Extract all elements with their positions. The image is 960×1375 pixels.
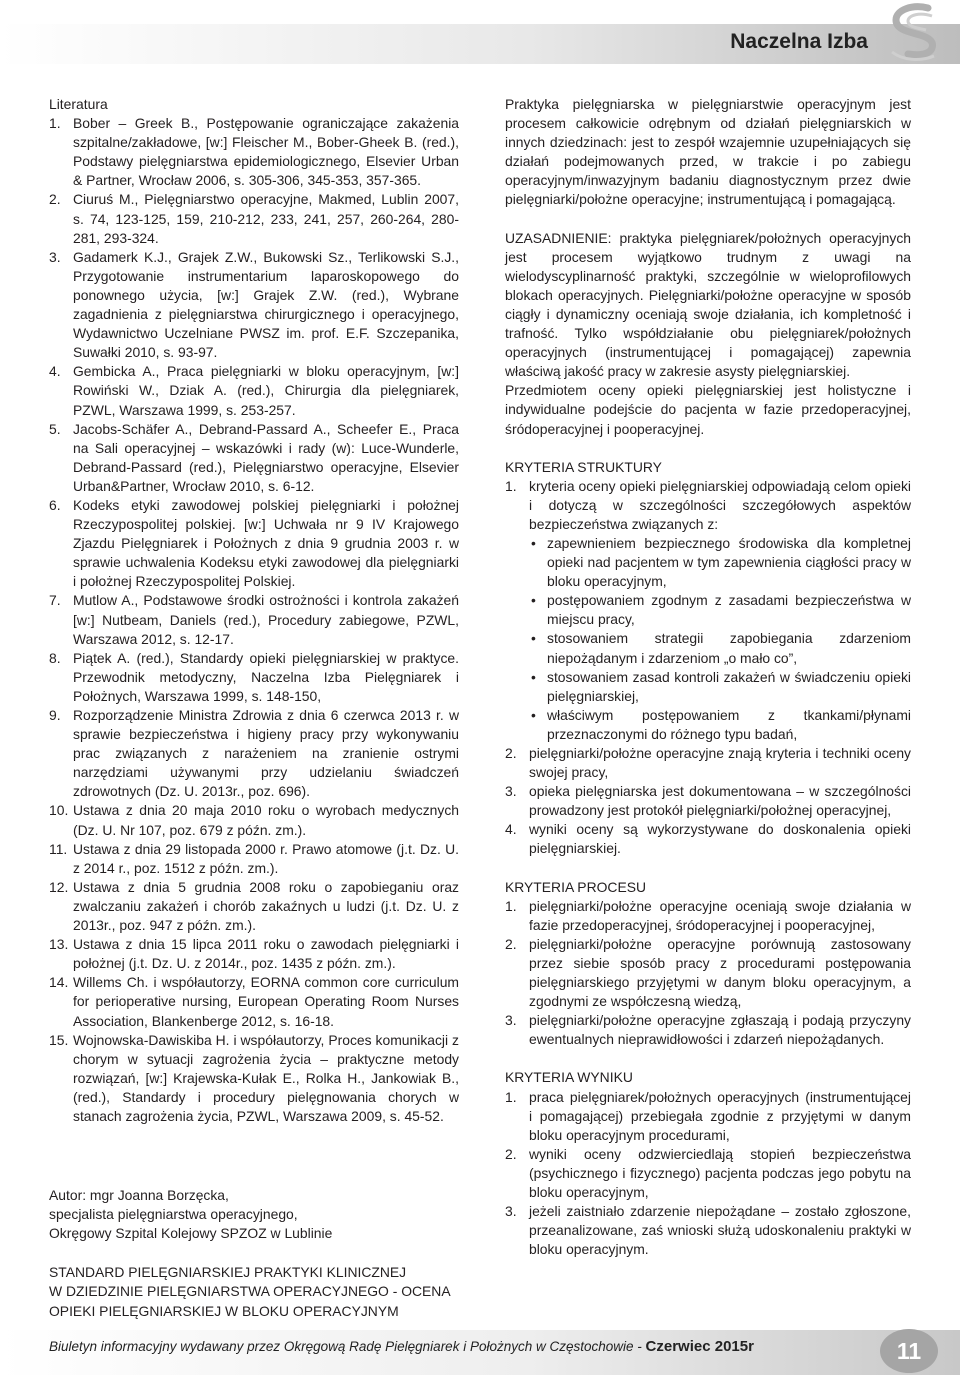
standard-title-line2: W DZIEDZINIE PIELĘGNIARSTWA OPERACYJNEGO - OCENA [49,1283,451,1300]
criteria-text: praca pielęgniarek/położnych operacyjnych (instrumentującej i pomagającej) przebiegała zgodnie z przyjętymi w danym bloku operacyjnym procedurami, [529,1088,911,1143]
reference-item [49,840,459,878]
standard-title-line3: OPIEKI PIELĘGNIARSKIEJ W BLOKU OPERACYJNYM [49,1302,399,1319]
criteria-item [505,820,911,858]
reference-item [49,801,459,839]
uzasadnienie-paragraph: UZASADNIENIE: praktyka pielęgniarek/położnych operacyjnych jest procesem wyjątkowo trudnym z uwagi na wielodyscyplinarność praktyki, szczególnie w wieloprofilowych blokach operacyjnych. Pielęgniarki/położne operacyjne w sposób ciągły i dynamiczny oceniają swoje działania, ich kompletność i trafność. Tylko współdziałanie obu pielęgniarek/położnych operacyjnych (instrumentującej i pomagającej) zapewnia właściwą jakość pracy w zakresie asysty pielęgniarskiej. [505,229,911,380]
reference-number: 13. [49,936,69,953]
reference-item [49,362,459,419]
criteria-item [505,782,911,820]
reference-text: Ustawa z dnia 15 lipca 2011 roku o zawodach pielęgniarki i położnej (j.t. Dz. U. z 2014r., poz. 1435 z późn. zm.). [73,936,459,972]
reference-item [49,248,459,363]
chamber-logo-icon [884,2,946,68]
reference-text: Gadamerk K.J., Grajek Z.W., Bukowski Sz., Terlikowski S.J., Przygotowanie instrumentarium laparoskopowego do ponownego użycia, [w:] Grajek Z.W. (red.), Wybrane zagadnienia z pielęgniarstwa chirurgicznego i operacyjnego, Wydawnictwo Uczelniane PWSZ im. prof. E.F. Szczepanika, Suwałki 2010, s. 93-97. [73,248,459,361]
reference-text: Bober – Greek B., Postępowanie ograniczające zakażenia szpitalne/zakładowe, [w:] Fleischer M., Bober-Gheek B. (red.), Podstawy pielęgniarstwa epidemiologicznego, Elsevier Urban & Partner, Wrocław 2006, s. 305-306, 345-353, 357-365. [73,115,459,189]
criteria-number: 3. [505,1012,517,1029]
reference-text: Ustawa z dnia 29 listopada 2000 r. Prawo atomowe (j.t. Dz. U. z 2014 r., poz. 1512 z późn. zm.). [73,840,459,876]
criteria-text: opieka pielęgniarska jest dokumentowana – w szczególności prowadzony jest protokół pielęgniarki/położnej operacyjnej, [529,783,911,819]
criteria-text: kryteria oceny opieki pielęgniarskiej odpowiadają celom opieki i dotyczą w szczególności szczegółowych aspektów bezpieczeństwa związanych z: [529,477,911,532]
right-column [505,95,911,1259]
reference-number: 11. [49,840,68,857]
criteria-number: 4. [505,821,517,838]
standard-title-line1: STANDARD PIELĘGNIARSKIEJ PRAKTYKI KLINICZNEJ [49,1264,407,1281]
bullet-item: • właściwym postępowaniem z tkankami/płynami przeznaczonymi do różnego typu badań, [529,706,911,744]
reference-item [49,649,459,706]
reference-number: 2. [49,191,61,208]
reference-text: Piątek A. (red.), Standardy opieki pielęgniarskiej w praktyce. Przewodnik metodyczny, Naczelna Izba Pielęgniarek i Położnych, Warszawa 1999, s. 148-150, [73,649,459,704]
criteria-number: 2. [505,935,517,952]
criteria-text: pielęgniarki/położne operacyjne porównują zastosowany przez siebie sposób pracy z procedurami postępowania pielęgniarskiego przyjętymi w danym bloku operacyjnym, a zgodnymi ze współczesną wiedzą, [529,935,911,1010]
criteria-item [505,1145,911,1202]
bullet-item: • zapewnieniem bezpiecznego środowiska dla kompletnej opieki nad pacjentem w tym zapewnienia ciągłości pracy w bloku operacyjnym, [529,534,911,591]
criteria-text: wyniki oceny odzwierciedlają stopień bezpieczeństwa (psychicznego i fizycznego) pacjenta podczas jego pobytu na bloku operacyjnym, [529,1145,911,1200]
reference-text: Ustawa z dnia 5 grudnia 2008 roku o zapobieganiu oraz zwalczaniu zakażeń i chorób zakaźnych u ludzi (j.t. Dz. U. z 2013r., poz. 947 z późn. zm.). [73,878,459,934]
bullet-item: • stosowaniem zasad kontroli zakażeń w świadczeniu opieki pielęgniarskiej, [529,668,911,706]
criteria-item [505,935,911,1011]
criteria-text: wyniki oceny są wykorzystywane do doskonalenia opieki pielęgniarskiej. [529,821,911,857]
reference-item [49,706,459,801]
criteria-number: 3. [505,783,517,800]
reference-item [49,591,459,648]
reference-text: Kodeks etyki zawodowej polskiej pielęgniarki i położnej Rzeczypospolitej polskiej. [w:] Uchwała nr 9 IV Krajowego Zjazdu Pielęgniarek i Położnych z dnia 9 grudnia 2003 r. w sprawie uchwalenia Kodeksu etyki zawodowej dla pielęgniarki i położnej Rzeczypospolitej Polskiej. [73,496,459,590]
footer-text [49,1338,754,1355]
reference-text: Wojnowska-Dawiskiba H. i współautorzy, Proces komunikacji z chorym w sytuacji zagrożenia życia – praktyczne metody rozwiązań, [w:] Krajewska-Kułak E., Rolka H., Jankowiak B., (red.), Standardy i procedury pielęgnowania chorych w stanach zagrożenia życia, PZWL, Warszawa 2009, s. 45-52. [73,1031,459,1124]
criteria-number: 1. [505,1088,517,1105]
reference-item [49,420,459,496]
reference-text: Ustawa z dnia 20 maja 2010 roku o wyrobach medycznych (Dz. U. Nr 107, poz. 679 z późn. zm.). [73,802,459,838]
bullet-item: • stosowaniem strategii zapobiegania zdarzeniom niepożądanym i zdarzeniom „o mało co”, [529,629,911,667]
reference-number: 10. [49,802,69,819]
reference-item [49,973,459,1030]
reference-item [49,496,459,591]
bullet-item: • postępowaniem zgodnym z zasadami bezpieczeństwa w miejscu pracy, [529,591,911,629]
reference-number: 7. [49,592,61,609]
reference-item [49,935,459,973]
kryteria-struktury-heading: KRYTERIA STRUKTURY [505,458,662,475]
criteria-number: 1. [505,897,517,914]
author-workplace: Okręgowy Szpital Kolejowy SPZOZ w Lublinie [49,1225,333,1242]
procesu-list [505,897,911,1050]
footer-bulletin: Biuletyn informacyjny wydawany przez Okręgową Radę Pielęgniarek i Położnych w Częstochowie - [49,1339,646,1354]
criteria-text: pielęgniarki/położne operacyjne oceniają swoje działania w fazie przedoperacyjnej, śródoperacyjnej i pooperacyjnej, [529,897,911,933]
author-title: specjalista pielęgniarstwa operacyjnego, [49,1206,298,1223]
criteria-number: 1. [505,477,517,494]
reference-number: 3. [49,248,61,265]
criteria-text: pielęgniarki/położne operacyjne zgłaszają i podają przyczyny ewentualnych nieprawidłowości i zdarzeń niepożądanych. [529,1012,911,1048]
kryteria-wyniku-heading: KRYTERIA WYNIKU [505,1069,633,1086]
criteria-item [505,744,911,782]
przedmiot-paragraph: Przedmiotem oceny opieki pielęgniarskiej jest holistyczne i indywidualne podejście do pacjenta w fazie przedoperacyjnej, śródoperacyjnej i pooperacyjnej. [505,382,911,437]
reference-list [49,114,459,1126]
header-title: Naczelna Izba [730,30,868,53]
intro-paragraph: Praktyka pielęgniarska w pielęgniarstwie operacyjnym jest procesem całkowicie odrębnym od działań pielęgniarskich w innych dziedzinach: jest to zespół wzajemnie uzupełniających się działań podejmowanych przed, w trakcie i po zabiegu operacyjnym/inwazyjnym badaniu diagnostycznym przez dwie pielęgniarki/położne operacyjne; instrumentującą i pomagającą. [505,96,911,208]
reference-number: 12. [49,878,69,895]
reference-item [49,878,459,935]
reference-number: 6. [49,496,61,513]
criteria-item [505,1011,911,1049]
reference-text: Willems Ch. i współautorzy, EORNA common core curriculum for perioperative nursing, European Operating Room Nurses Association, Blankenberge 2012, s. 16-18. [73,974,459,1029]
reference-text: Ciuruś M., Pielęgniarstwo operacyjne, Makmed, Lublin 2007, s. 74, 123-125, 159, 210-212, 233, 241, 257, 260-264, 280-281, 293-324. [73,191,459,246]
criteria-number: 2. [505,745,517,761]
criteria-item [505,897,911,935]
footer-issue: Czerwiec 2015r [645,1338,754,1355]
bullet-list [529,534,911,744]
criteria-text: pielęgniarki/położne operacyjne znają kryteria i techniki oceny swojej pracy, [529,745,911,781]
reference-text: Jacobs-Schäfer A., Debrand-Passard A., Scheefer E., Praca na Sali operacyjnej – wskazówki i rady (w): Luce-Wunderle, Debrand-Passard (red.), Pielęgniarstwo operacyjne, Elsevier Urban&Partner, Wrocław 2010, s. 6-12. [73,420,459,494]
struktury-list [505,477,911,859]
reference-number: 4. [49,363,61,380]
reference-number: 9. [49,707,61,723]
reference-text: Gembicka A., Praca pielęgniarki w bloku operacyjnym, [w:] Rowiński W., Dziak A. (red.), Chirurgia dla pielęgniarek, PZWL, Warszawa 1999, s. 253-257. [73,363,459,418]
author-name: Autor: mgr Joanna Borzęcka, [49,1187,229,1204]
reference-number: 8. [49,649,61,666]
wyniku-list [505,1088,911,1260]
criteria-number: 2. [505,1145,517,1162]
criteria-item [505,477,911,744]
criteria-number: 3. [505,1203,517,1220]
reference-item [49,1031,459,1126]
reference-text: Mutlow A., Podstawowe środki ostrożności i kontrola zakażeń [w:] Nutbeam, Daniels (red.), Procedury zabiegowe, PZWL, Warszawa 2012, s. 12-17. [73,592,459,647]
criteria-text: jeżeli zaistniało zdarzenie niepożądane – zostało zgłoszone, przeanalizowane, zaś wnioski służą udoskonaleniu praktyki w bloku operacyjnym. [529,1203,911,1258]
reference-number: 1. [49,115,61,132]
reference-item [49,190,459,247]
reference-number: 15. [49,1031,69,1048]
page-number: 11 [896,1338,922,1364]
reference-number: 14. [49,974,69,991]
criteria-item [505,1202,911,1259]
kryteria-procesu-heading: KRYTERIA PROCESU [505,878,647,895]
reference-text: Rozporządzenie Ministra Zdrowia z dnia 6 czerwca 2013 r. w sprawie bezpieczeństwa i higieny pracy przy wykonywaniu prac związanych z narażeniem na zranienie ostrymi narzędziami używanymi przy udzielaniu świadczeń zdrowotnych (Dz. U. 2013r., poz. 696). [73,707,459,800]
reference-number: 5. [49,420,61,437]
left-column [49,95,459,1321]
literatura-title: Literatura [49,96,108,112]
reference-item [49,114,459,190]
criteria-item [505,1088,911,1145]
